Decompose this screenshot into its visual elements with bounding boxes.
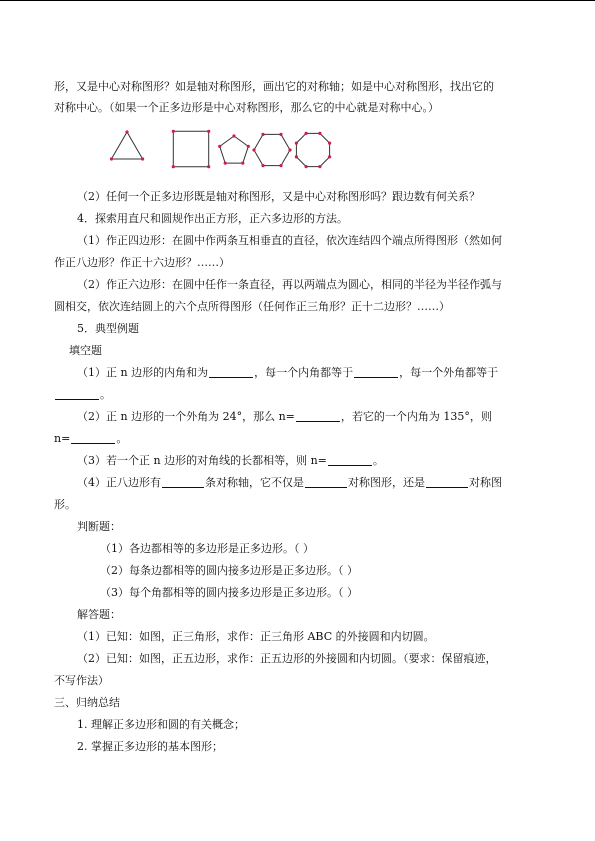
summary-item-2: 2. 掌握正多边形的基本图形； [77,740,223,753]
judge-heading: 判断题： [77,520,121,533]
fill-question-4-cont: 形。 [54,498,76,511]
construct-hexagon-line-1: （2）作正六边形：在圆中任作一条直径，再以两端点为圆心，相同的半径为半径作弧与 [77,278,502,291]
summary-item-1: 1. 理解正多边形和圆的有关概念； [77,718,245,731]
pentagon-vertex-1 [232,134,235,137]
fill-question-1-cont [54,388,111,402]
fill-question-2 [77,410,492,424]
regular-square [173,131,208,166]
fill-q4-text-b: 条对称轴，它不仅是 [205,476,304,489]
page-top-border [0,0,595,1]
pentagon-vertex-4 [224,162,227,165]
hexagon-vertex-6 [279,133,282,136]
hexagon-vertex-5 [261,133,264,136]
octagon-vertex-1 [328,155,331,158]
fill-q4-text-c: 对称图形，还是 [348,476,425,489]
fill-q1-blank-3[interactable] [55,388,99,400]
fill-question-1 [77,366,498,380]
regular-pentagon [220,136,249,163]
fill-q3-text-b: 。 [372,454,384,467]
fill-q2-text-b: ，若它的一个内角为 135°，则 [340,410,492,423]
hexagon-vertex-1 [288,148,291,151]
fill-q1-text-b: ，每一个内角都等于 [254,366,354,379]
hexagon-vertex-3 [261,164,264,167]
fill-question-2-cont [54,432,127,446]
solve-problem-2-line-1: （2）已知：如图，正五边形，求作：正五边形的外接圆和内切圆。（要求：保留痕迹， [77,652,497,665]
pentagon-vertex-2 [247,145,250,148]
judge-item-2: （2）每条边都相等的圆内接多边形是正多边形。（ ） [100,564,358,577]
fill-q4-blank-2[interactable] [305,476,347,488]
regular-triangle [111,132,142,159]
square-vertex-2 [172,165,175,168]
regular-polygons-figure [110,126,335,172]
construct-hexagon-line-2: 圆相交，依次连结圆上的六个点所得图形（任何作正三角形？正十二边形？……） [54,300,450,313]
summary-heading: 三、归纳总结 [54,696,120,709]
triangle-vertex-2 [141,157,144,160]
fill-q4-blank-1[interactable] [162,476,204,488]
fill-q2-blank-1[interactable] [296,410,340,422]
fill-q1-text-c: ，每一个外角都等于 [399,366,499,379]
square-vertex-3 [172,130,175,133]
octagon-vertex-7 [318,132,321,135]
octagon-vertex-4 [295,155,298,158]
section-4-title: 4．探索用直尺和圆规作出正方形，正六多边形的方法。 [77,212,348,225]
fill-q1-blank-2[interactable] [354,366,398,378]
pentagon-vertex-5 [218,145,221,148]
fill-q4-text-a: （4）正八边形有 [77,476,161,489]
pentagon-vertex-3 [241,162,244,165]
fill-q2-text-d: 。 [116,432,128,445]
fill-q2-blank-2[interactable] [71,432,115,444]
solve-problem-1: （1）已知：如图，正三角形，求作：正三角形 ABC 的外接圆和内切圆。 [77,630,435,643]
intro-line-2: 对称中心。（如果一个正多边形是中心对称图形，那么它的中心就是对称中心。） [54,101,439,114]
judge-item-3: （3）每个角都相等的圆内接多边形是正多边形。（ ） [100,586,358,599]
solve-problem-2-line-2: 不写作法） [54,674,109,687]
octagon-vertex-6 [305,132,308,135]
octagon-vertex-3 [305,165,308,168]
fill-q2-text-a: （2）正 n 边形的一个外角为 24°，那么 n= [77,410,295,423]
fill-q1-text-a: （1）正 n 边形的内角和为 [77,366,209,379]
fill-q4-text-d: 对称图 [469,476,502,489]
regular-octagon [296,133,329,166]
square-vertex-1 [207,165,210,168]
octagon-vertex-8 [328,142,331,145]
intro-line-1: 形，又是中心对称图形？如是轴对称图形，画出它的对称轴；如是中心对称图形，找出它的 [54,80,494,93]
construct-square-line-2: 作正八边形？作正十六边形？……） [54,256,230,269]
octagon-vertex-2 [318,165,321,168]
fill-q3-blank-1[interactable] [328,454,372,466]
question-2: （2）任何一个正多边形既是轴对称图形，又是中心对称图形吗？跟边数有何关系？ [77,190,480,203]
construct-square-line-1: （1）作正四边形：在圆中作两条互相垂直的直径，依次连结四个端点所得图形（然如何 [77,234,502,247]
judge-item-1: （1）各边都相等的多边形是正多边形。（ ） [100,542,314,555]
fill-q1-text-d: 。 [100,388,111,401]
triangle-vertex-1 [125,130,128,133]
fill-question-3 [77,454,384,468]
fill-question-4 [77,476,502,490]
solve-heading: 解答题： [77,608,121,621]
fill-q3-text-a: （3）若一个正 n 边形的对角线的长都相等，则 n= [77,454,327,467]
fill-q4-blank-3[interactable] [426,476,468,488]
section-5-title: 5．典型例题 [77,322,139,335]
hexagon-vertex-2 [279,164,282,167]
square-vertex-4 [207,130,210,133]
regular-hexagon [254,134,290,165]
fill-q1-blank-1[interactable] [209,366,253,378]
fill-heading: 填空题 [69,344,102,357]
octagon-vertex-5 [295,142,298,145]
fill-q2-text-c: n= [54,432,71,445]
hexagon-vertex-4 [252,148,255,151]
